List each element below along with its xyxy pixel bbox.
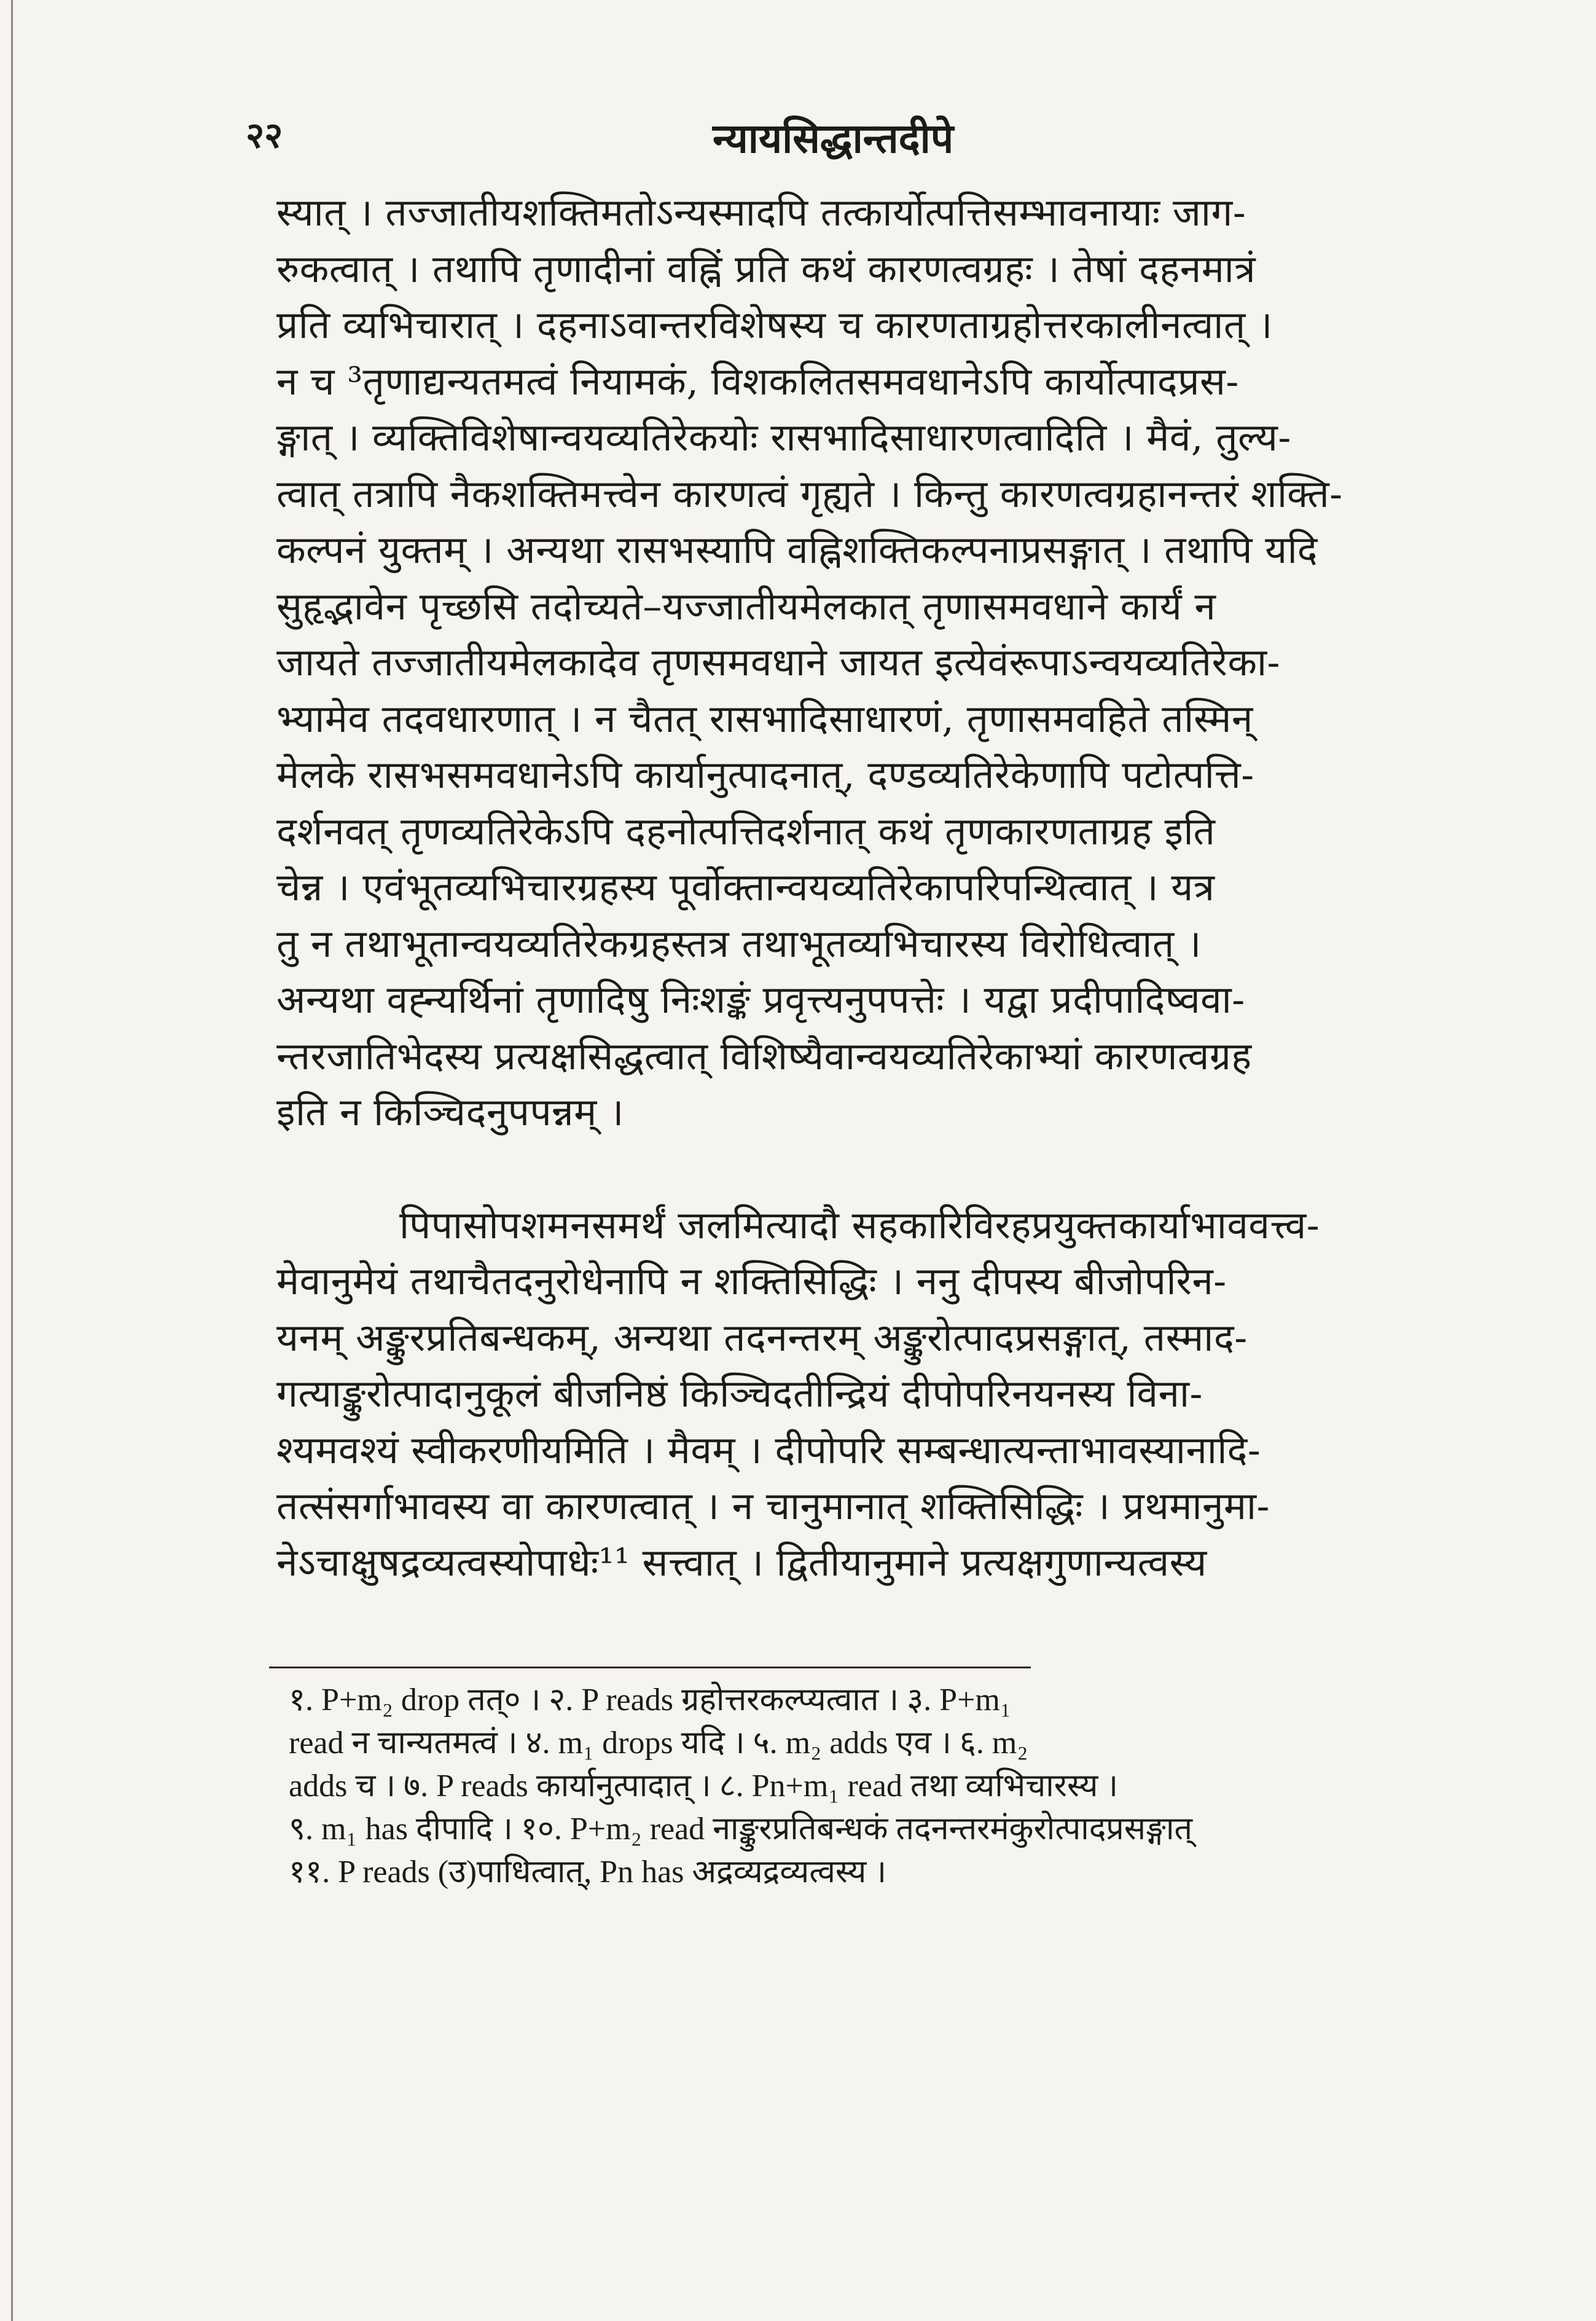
footnote-rule [269, 1667, 1031, 1668]
text-line: गत्याङ्कुरोत्पादानुकूलं बीजनिष्ठं किञ्चिदतीन्द्रियं दीपोपरिनयनस्य विना- [276, 1371, 1203, 1416]
text-line: स्यात् । तज्जातीयशक्तिमतोऽन्यस्मादपि तत्कार्योत्पत्तिसम्भावनायाः जाग- [276, 190, 1246, 235]
text-line: त्वात् तत्रापि नैकशक्तिमत्त्वेन कारणत्वं गृह्यते । किन्तु कारणत्वग्रहानन्तरं शक्ति- [276, 471, 1343, 516]
text-line: तु न तथाभूतान्वयव्यतिरेकग्रहस्तत्र तथाभूतव्यभिचारस्य विरोधित्वात् । [276, 921, 1202, 966]
text-line: कल्पनं युक्तम् । अन्यथा रासभस्यापि वह्निशक्तिकल्पनाप्रसङ्गात् । तथापि यदि [276, 527, 1318, 572]
footnote-line: read न चान्यतमत्वं । ४. m₁ drops यदि । ५. m₂ adds एव । ६. m₂ [289, 1726, 1028, 1761]
page-binding-edge [11, 0, 13, 2321]
text-line: न्तरजातिभेदस्य प्रत्यक्षसिद्धत्वात् विशिष्यैवान्वयव्यतिरेकाभ्यां कारणत्वग्रह [276, 1033, 1252, 1078]
text-line: प्रति व्यभिचारात् । दहनाऽवान्तरविशेषस्य च कारणताग्रहोत्तरकालीनत्वात् । [276, 302, 1273, 347]
text-line: यनम् अङ्कुरप्रतिबन्धकम्, अन्यथा तदनन्तरम् अङ्कुरोत्पादप्रसङ्गात्, तस्माद- [276, 1314, 1248, 1360]
text-line: दर्शनवत् तृणव्यतिरेकेऽपि दहनोत्पत्तिदर्शनात् कथं तृणकारणताग्रह इति [276, 808, 1216, 854]
text-line: ङ्गात् । व्यक्तिविशेषान्वयव्यतिरेकयोः रासभादिसाधारणत्वादिति । मैवं, तुल्य- [276, 415, 1291, 460]
text-line: भ्यामेव तदवधारणात् । न चैतत् रासभादिसाधारणं, तृणासमवहिते तस्मिन् [276, 696, 1253, 741]
page-number: २२ [246, 114, 283, 156]
footnote-line: ११. P reads (उ)पाधित्वात्, Pn has अद्रव्यद्रव्यत्वस्य । [289, 1855, 887, 1890]
page-header [246, 109, 1413, 177]
main-text [276, 184, 1431, 1590]
text-line: चेन्न । एवंभूतव्यभिचारग्रहस्य पूर्वोक्तान्वयव्यतिरेकापरिपन्थित्वात् । यत्र [276, 865, 1215, 909]
footnote-line: ९. m₁ has दीपादि । १०. P+m₂ read नाङ्कुरप्रतिबन्धकं तदनन्तरमंकुरोत्पादप्रसङ्गात् [289, 1812, 1193, 1847]
text-line: रुकत्वात् । तथापि तृणादीनां वह्निं प्रति कथं कारणत्वग्रहः । तेषां दहनमात्रं [276, 246, 1256, 291]
text-line: सुहृद्भावेन पृच्छसि तदोच्यते–यज्जातीयमेलकात् तृणासमवधाने कार्यं न [276, 583, 1216, 629]
paragraph-gap [276, 1141, 1431, 1197]
running-title: न्यायसिद्धान्तदीपे [713, 114, 954, 162]
footnote-line: adds च । ७. P reads कार्यानुत्पादात् । ८. Pn+m₁ read तथा व्यभिचारस्य । [289, 1769, 1119, 1804]
text-line: जायते तज्जातीयमेलकादेव तृणसमवधाने जायत इत्येवंरूपाऽन्वयव्यतिरेका- [276, 640, 1280, 685]
text-line: अन्यथा वह्न्यर्थिनां तृणादिषु निःशङ्कं प्रवृत्त्यनुपपत्तेः । यद्वा प्रदीपादिष्ववा- [276, 977, 1245, 1022]
text-line: नेऽचाक्षुषद्रव्यत्वस्योपाधेः¹¹ सत्त्वात् । द्वितीयानुमाने प्रत्यक्षगुणान्यत्वस्य [276, 1539, 1207, 1585]
text-line: मेलके रासभसमवधानेऽपि कार्यानुत्पादनात्, दण्डव्यतिरेकेणापि पटोत्पत्ति- [276, 752, 1254, 797]
text-line: पिपासोपशमनसमर्थं जलमित्यादौ सहकारिविरहप्रयुक्तकार्याभाववत्त्व- [399, 1202, 1320, 1247]
text-line: श्यमवश्यं स्वीकरणीयमिति । मैवम् । दीपोपरि सम्बन्धात्यन्ताभावस्यानादि- [276, 1427, 1261, 1472]
text-line: तत्संसर्गाभावस्य वा कारणत्वात् । न चानुमानात् शक्तिसिद्धिः । प्रथमानुमा- [276, 1483, 1270, 1528]
text-line: न च ³तृणाद्यन्यतमत्वं नियामकं, विशकलितसमवधानेऽपि कार्योत्पादप्रस- [276, 358, 1239, 404]
footnotes [289, 1679, 1431, 1894]
text-line: मेवानुमेयं तथाचैतदनुरोधेनापि न शक्तिसिद्धिः । ननु दीपस्य बीजोपरिन- [276, 1259, 1227, 1303]
footnote-line: १. P+m₂ drop तत्० । २. P reads ग्रहोत्तरकल्प्यत्वात । ३. P+m₁ [289, 1683, 1011, 1718]
text-line: इति न किञ्चिदनुपपन्नम् । [276, 1090, 624, 1134]
